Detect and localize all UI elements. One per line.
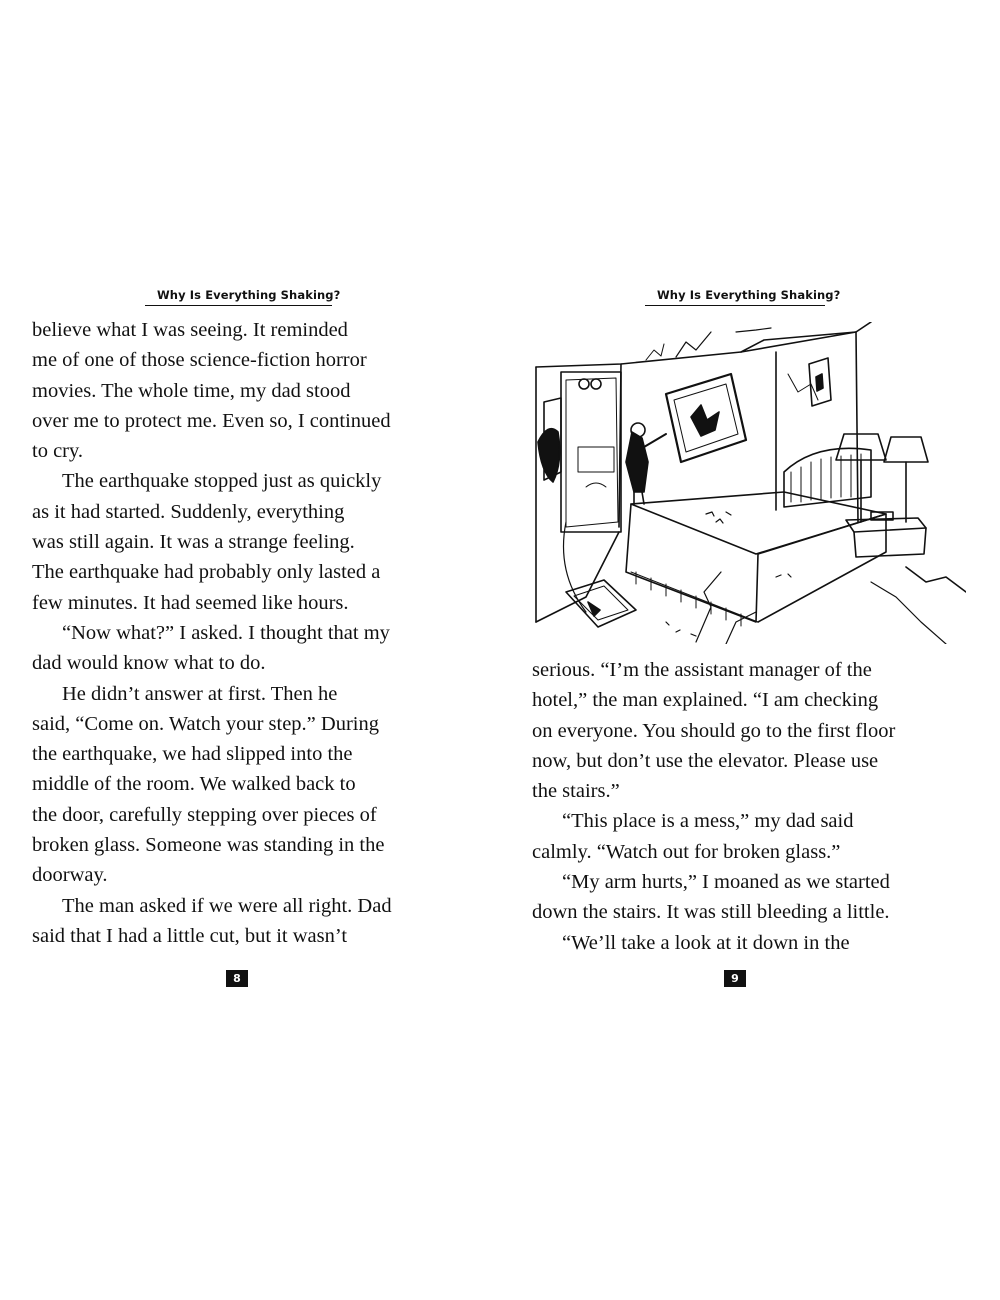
text-line: hotel,” the man explained. “I am checking (532, 689, 879, 712)
text-line: was still again. It was a strange feeling. (32, 531, 355, 554)
text-line: the door, carefully stepping over pieces of (32, 803, 377, 826)
text-line: me of one of those science-fiction horror (32, 349, 367, 372)
text-line: He didn’t answer at first. Then he (62, 682, 338, 705)
page-number: 8 (226, 970, 248, 987)
text-line: middle of the room. We walked back to (32, 773, 356, 796)
text-line: “This place is a mess,” my dad said (562, 810, 854, 833)
running-head: Why Is Everything Shaking? (157, 288, 341, 302)
running-head-rule (645, 305, 825, 306)
running-head: Why Is Everything Shaking? (657, 288, 841, 302)
text-line: to cry. (32, 440, 84, 463)
text-line: the earthquake, we had slipped into the (32, 743, 353, 766)
text-line: serious. “I’m the assistant manager of the (532, 659, 872, 681)
text-line: few minutes. It had seemed like hours. (32, 591, 349, 614)
hotel-room-illustration (526, 322, 966, 644)
text-line: calmly. “Watch out for broken glass.” (532, 840, 841, 863)
text-line: “Now what?” I asked. I thought that my (62, 621, 390, 644)
text-line: The man asked if we were all right. Dad (62, 894, 392, 917)
text-line: “My arm hurts,” I moaned as we started (562, 871, 890, 894)
text-line: the stairs.” (532, 780, 620, 803)
text-line: movies. The whole time, my dad stood (32, 379, 351, 402)
text-line: over me to protect me. Even so, I continued (32, 409, 391, 432)
right-page (500, 0, 1000, 1300)
text-line: dad would know what to do. (32, 652, 266, 675)
text-line: said that I had a little cut, but it wasn’t (32, 924, 348, 947)
text-line: now, but don’t use the elevator. Please use (532, 749, 879, 772)
text-line: believe what I was seeing. It reminded (32, 319, 348, 341)
running-head-rule (145, 305, 332, 306)
text-line: doorway. (32, 864, 108, 887)
text-line: down the stairs. It was still bleeding a little. (532, 901, 890, 924)
body-text (532, 655, 947, 958)
text-line: The earthquake had probably only lasted a (32, 561, 381, 584)
text-line: The earthquake stopped just as quickly (62, 470, 382, 493)
body-text (32, 315, 442, 951)
text-line: on everyone. You should go to the first floor (532, 719, 896, 742)
text-line: as it had started. Suddenly, everything (32, 500, 345, 523)
text-line: broken glass. Someone was standing in the (32, 834, 385, 857)
text-line: said, “Come on. Watch your step.” During (32, 712, 379, 735)
text-line: “We’ll take a look at it down in the (562, 931, 850, 954)
page-number: 9 (724, 970, 746, 987)
